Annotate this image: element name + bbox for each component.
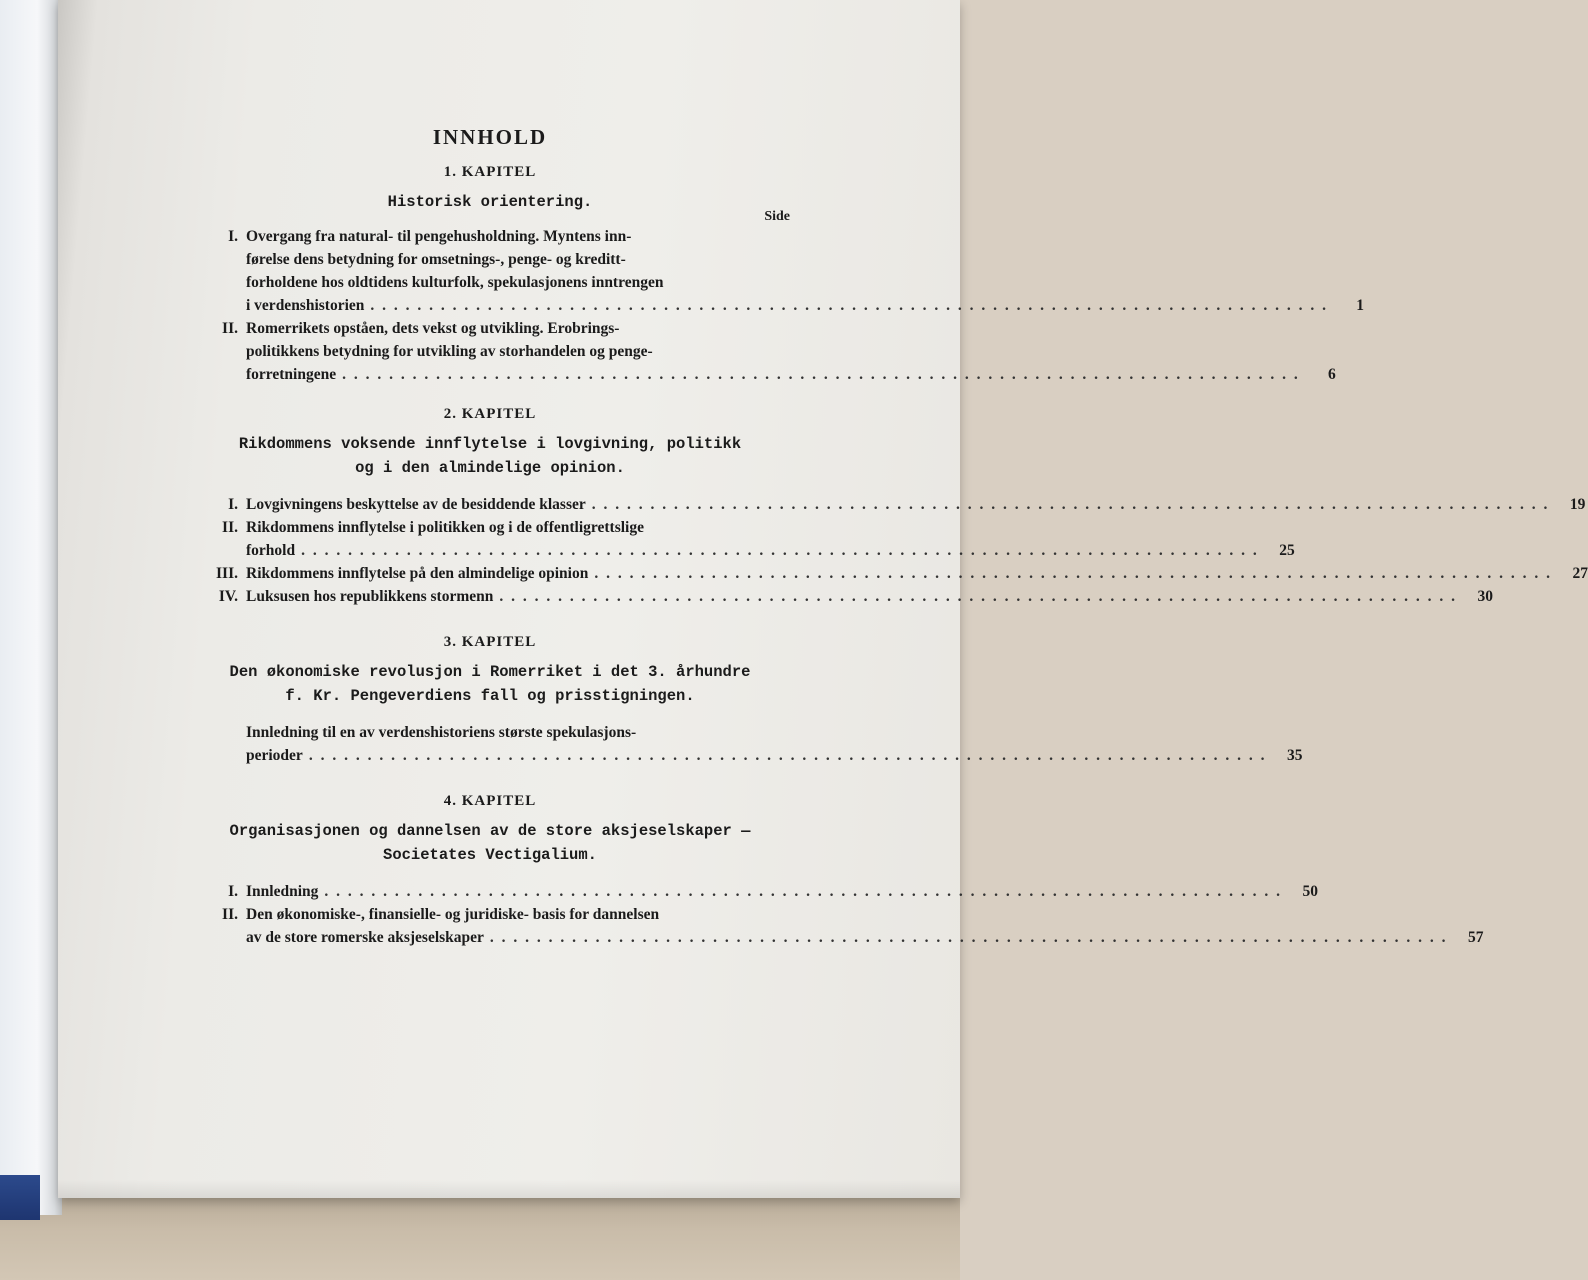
chapter-3-label: 3. KAPITEL xyxy=(443,634,537,650)
page-number: 35 xyxy=(1286,747,1303,764)
chapter-4-title-line: Societates Vectigalium. xyxy=(383,846,597,864)
side-column-label: Side xyxy=(764,209,790,224)
toc-entry xyxy=(190,225,1365,317)
chapter-4-label: 4. KAPITEL xyxy=(443,793,537,809)
chapter-3-title-line: f. Kr. Pengeverdiens fall og prisstigningen. xyxy=(285,687,695,705)
chapter-2-title-line: og i den almindelige opinion. xyxy=(355,459,625,477)
entry-line: i verdenshistorien xyxy=(246,297,365,314)
chapter-4-title-line: Organisasjonen og dannelsen av de store aksjeselskaper — xyxy=(229,822,751,840)
toc-entry xyxy=(190,493,1586,516)
entry-number: I. xyxy=(228,883,238,900)
entry-line: Den økonomiske-, finansielle- og juridiske- basis for dannelsen xyxy=(246,906,660,923)
entry-line: forholdene hos oldtidens kulturfolk, spekulasjonens inntrengen xyxy=(246,274,664,291)
toc-entry xyxy=(190,516,1295,562)
entry-number xyxy=(190,721,246,767)
book-cover-corner xyxy=(0,1175,40,1220)
toc-entry xyxy=(190,317,1336,386)
page-number: 1 xyxy=(1356,297,1365,314)
page-number: 30 xyxy=(1477,588,1493,605)
entry-line: Lovgivningens beskyttelse av de besiddende klasser xyxy=(246,496,586,513)
dot-leader xyxy=(370,294,1328,317)
page-number: 25 xyxy=(1279,542,1295,559)
toc-title: INNHOLD xyxy=(432,125,548,149)
chapter-1-label: 1. KAPITEL xyxy=(443,164,537,180)
entry-line: Romerrikets opståen, dets vekst og utvikling. Erobrings- xyxy=(246,320,620,337)
toc-entry xyxy=(190,562,1588,585)
toc-entry xyxy=(190,880,1319,903)
entry-line: politikkens betydning for utvikling av storhandelen og penge- xyxy=(246,343,653,360)
table-surface xyxy=(0,1195,960,1280)
entry-line: Rikdommens innflytelse i politikken og i de offentligrettslige xyxy=(246,519,644,536)
page-number: 50 xyxy=(1302,883,1319,900)
toc-entry xyxy=(190,721,1303,767)
dot-leader xyxy=(499,585,1457,608)
toc-content xyxy=(190,125,1588,949)
dot-leader xyxy=(594,562,1552,585)
entry-line: Innledning til en av verdenshistoriens største spekulasjons- xyxy=(246,724,637,741)
page-number: 27 xyxy=(1572,565,1588,582)
entry-line: av de store romerske aksjeselskaper xyxy=(246,929,484,946)
page-number: 57 xyxy=(1468,929,1484,946)
chapter-2-label: 2. KAPITEL xyxy=(443,406,537,422)
entry-number: II. xyxy=(222,320,238,337)
entry-number: II. xyxy=(222,906,238,923)
entry-number: I. xyxy=(228,228,238,245)
entry-line: forretningene xyxy=(246,366,337,383)
toc-entry xyxy=(190,585,1493,608)
book-edge xyxy=(0,0,62,1215)
chapter-2-title-line: Rikdommens voksende innflytelse i lovgivning, politikk xyxy=(238,435,742,453)
entry-line: Rikdommens innflytelse på den almindelige opinion xyxy=(246,565,589,582)
entry-number: II. xyxy=(222,519,238,536)
dot-leader xyxy=(309,744,1267,767)
entry-line: Innledning xyxy=(246,883,319,900)
dot-leader xyxy=(324,880,1282,903)
chapter-3-title-line: Den økonomiske revolusjon i Romerriket i det 3. århundre xyxy=(229,663,751,681)
entry-line: forhold xyxy=(246,542,296,559)
page-number: 6 xyxy=(1327,366,1336,383)
entry-number: I. xyxy=(228,496,238,513)
entry-line: førelse dens betydning for omsetnings-, penge- og kreditt- xyxy=(246,251,626,268)
page-number: 19 xyxy=(1569,496,1586,513)
entry-number: IV. xyxy=(218,588,238,605)
chapter-1-title: Historisk orientering. xyxy=(387,193,593,211)
dot-leader xyxy=(342,363,1300,386)
page-shadow xyxy=(58,1180,960,1198)
entry-line: Overgang fra natural- til pengehusholdning. Myntens inn- xyxy=(246,228,632,245)
dot-leader xyxy=(490,926,1448,949)
entry-number: III. xyxy=(216,565,238,582)
toc-entry xyxy=(190,903,1484,949)
entry-line: perioder xyxy=(246,747,303,764)
dot-leader xyxy=(301,539,1259,562)
entry-line: Luksusen hos republikkens stormenn xyxy=(246,588,494,605)
dot-leader xyxy=(592,493,1550,516)
